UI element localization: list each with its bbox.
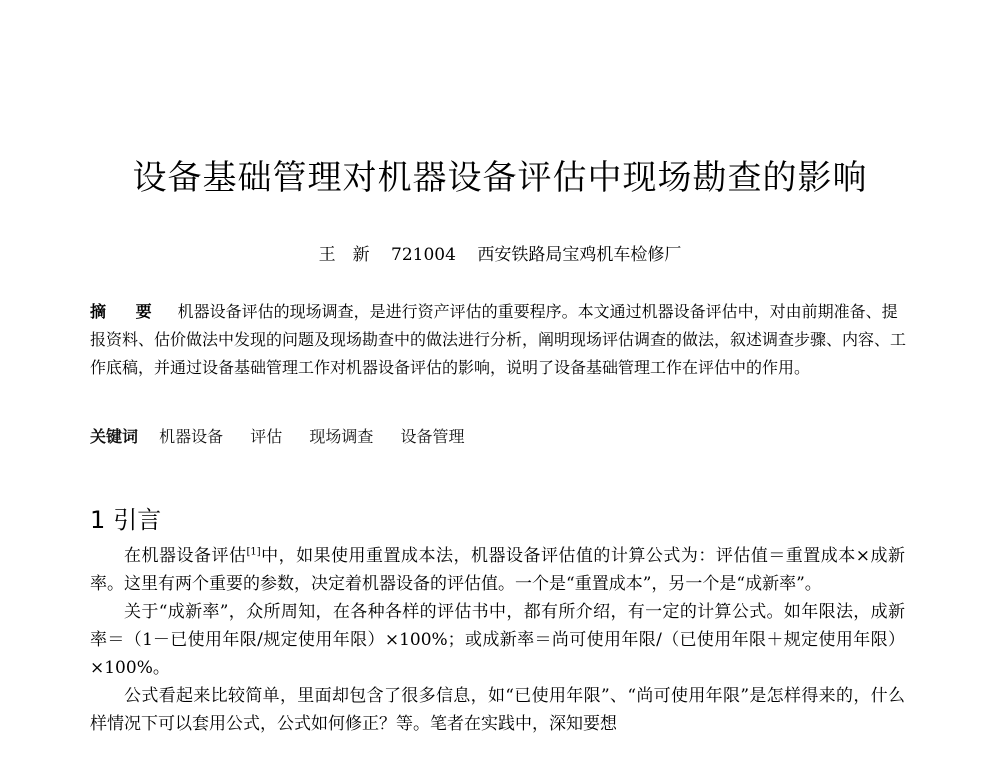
section-title: 引言 [113, 506, 162, 534]
paragraph-text: 中，如果使用重置成本法，机器设备评估值的计算公式为：评估值＝重置成本×成新率。这里有两个重要的参数，决定着机器设备的评估值。一个是“重置成本”，另一个是“成新率”。 [90, 546, 905, 594]
paper-title: 设备基础管理对机器设备评估中现场勘查的影响 [132, 158, 868, 198]
author-line [0, 240, 1000, 265]
keyword-item: 设备管理 [400, 427, 465, 446]
keyword-item: 评估 [250, 427, 283, 446]
author-affiliation: 西安铁路局宝鸡机车检修厂 [477, 245, 682, 265]
abstract-text: 机器设备评估的现场调查，是进行资产评估的重要程序。本文通过机器设备评估中，对由前期准备、提报资料、估价做法中发现的问题及现场勘查中的做法进行分析，阐明现场评估调查的做法，叙述调查步骤、内容、工作底稿，并通过设备基础管理工作对机器设备评估的影响，说明了设备基础管理工作在评估中的作用。 [90, 302, 907, 377]
abstract-block [90, 298, 910, 382]
section-heading [90, 500, 161, 535]
paragraph-3: 公式看起来比较简单，里面却包含了很多信息，如“已使用年限”、“尚可使用年限”是怎样得来的，什么样情况下可以套用公式，公式如何修正？等。笔者在实践中，深知要想 [90, 686, 905, 734]
author-name: 王 新 [318, 245, 370, 265]
paragraph-text: 在机器设备评估 [124, 546, 247, 566]
body-text [90, 542, 905, 738]
keywords-block [90, 424, 910, 450]
paragraph-2: 关于“成新率”，众所周知，在各种各样的评估书中，都有所介绍，有一定的计算公式。如年限法，成新率＝（1－已使用年限/规定使用年限）×100%；或成新率＝尚可使用年限/（已使用年限＋规定使用年限）×100%。 [90, 602, 905, 678]
abstract-label: 摘 要 [90, 302, 164, 321]
keyword-item: 现场调查 [309, 427, 374, 446]
author-postcode: 721004 [391, 245, 456, 265]
keyword-item: 机器设备 [159, 427, 224, 446]
section-number: 1 [90, 506, 106, 534]
keywords-label: 关键词 [90, 427, 139, 446]
citation-ref: [1] [246, 546, 261, 558]
paragraph-1 [90, 542, 905, 598]
